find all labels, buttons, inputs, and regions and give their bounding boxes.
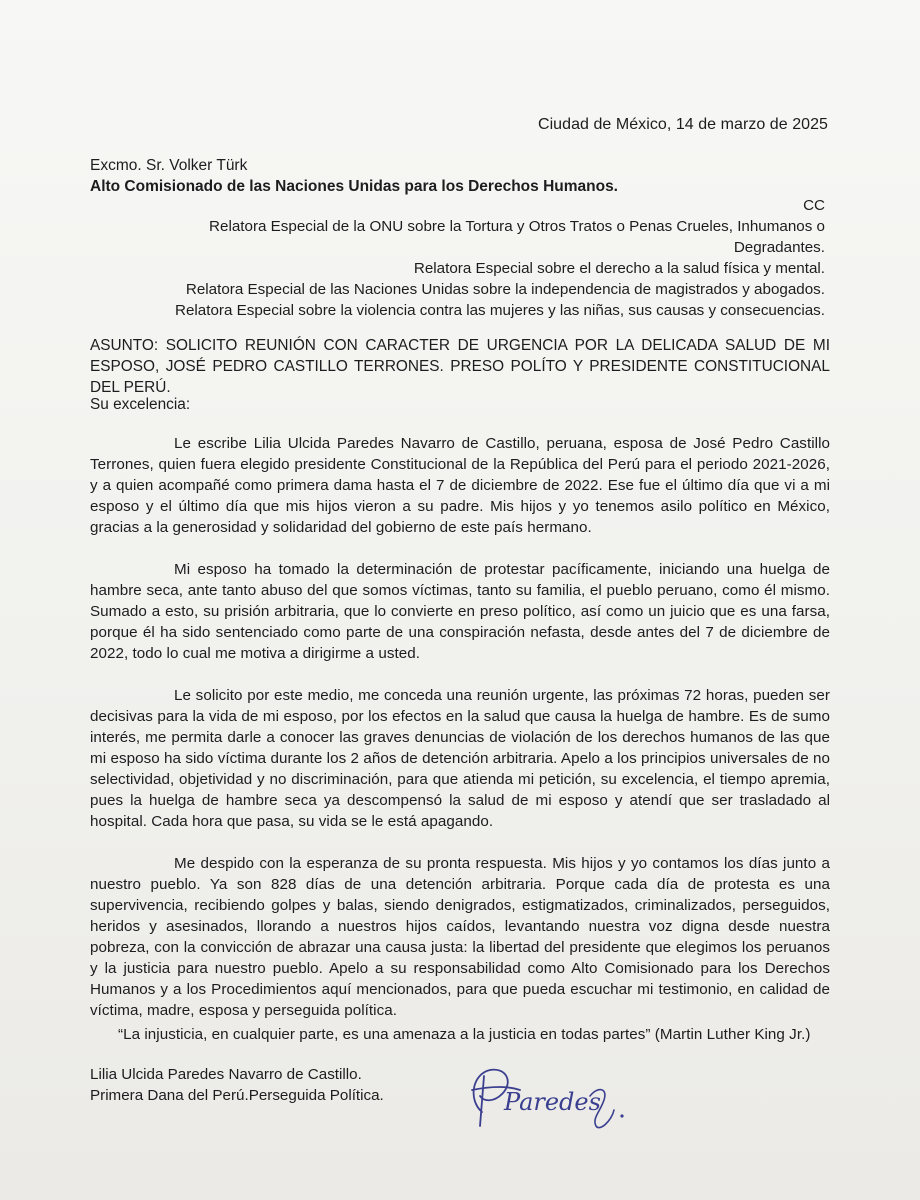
signature-text: Paredes [504,1088,601,1116]
handwritten-signature [462,1060,632,1140]
date-line: Ciudad de México, 14 de marzo de 2025 [537,116,828,133]
cc-label: CC [803,197,825,214]
closing-quote: “La injusticia, en cualquier parte, es una amenaza a la justicia en todas partes” (Martin Luther King Jr.) [118,1026,811,1043]
subject-line: ASUNTO: SOLICITO REUNIÓN CON CARACTER DE URGENCIA POR LA DELICADA SALUD DE MI ESPOSO, JOSÉ PEDRO CASTILLO TERRONES. PRESO POLÍTO Y PRESIDENTE CONSTITUCIONAL DEL PERÚ. [90,337,830,396]
signature-dot [620,1114,623,1117]
cc-item: Relatora Especial sobre la violencia contra las mujeres y las niñas, sus causas y consecuencias. [174,302,825,319]
cc-item: Relatora Especial de las Naciones Unidas sobre la independencia de magistrados y abogados. [185,281,825,298]
cc-block [165,195,825,321]
cc-item: Degradantes. [733,239,825,256]
recipient-block [90,155,850,197]
signer-name: Lilia Ulcida Paredes Navarro de Castillo. [90,1066,362,1083]
recipient-name: Excmo. Sr. Volker Türk [90,157,248,174]
letter-body [90,433,830,1042]
salutation: Su excelencia: [90,396,191,413]
body-paragraph: Le solicito por este medio, me conceda una reunión urgente, las próximas 72 horas, pueden ser decisivas para la vida de mi esposo, por los efectos en la salud que causa la huelga de hambre. Es de sumo interés, me permita darle a conocer las graves denuncias de violación de los derechos humanos de las que mi esposo ha sido víctima durante los 2 años de detención arbitraria. Apelo a los principios universales de no selectividad, objetividad y no discriminación, para que atienda mi petición, su excelencia, el tiempo apremia, pues la huelga de hambre seca ya descompensó la salud de mi esposo y atendí que ser trasladado al hospital. Cada hora que pasa, su vida se le está apagando. [90,687,830,830]
body-paragraph: Mi esposo ha tomado la determinación de protestar pacíficamente, iniciando una huelga de hambre seca, ante tanto abuso del que somos víctimas, tanto su familia, el pueblo peruano, como él mismo. Sumado a esto, su prisión arbitraria, que lo convierte en preso político, así como un juicio que es una farsa, porque él ha sido sentenciado como parte de una conspiración nefasta, desde antes del 7 de diciembre de 2022, todo lo cual me motiva a dirigirme a usted. [90,561,830,662]
body-paragraph: Le escribe Lilia Ulcida Paredes Navarro de Castillo, peruana, esposa de José Pedro Castillo Terrones, quien fuera elegido presidente Constitucional de la República del Perú para el periodo 2021-2026, y a quien acompañé como primera dama hasta el 7 de diciembre de 2022. Ese fue el último día que vi a mi esposo y el último día que mis hijos vieron a su padre. Mis hijos y yo tenemos asilo político en México, gracias a la generosidad y solidaridad del gobierno de este país hermano. [90,435,830,536]
signer-title: Primera Dana del Perú.Perseguida Política. [90,1087,384,1104]
body-paragraph: Me despido con la esperanza de su pronta respuesta. Mis hijos y yo contamos los días junto a nuestro pueblo. Ya son 828 días de una detención arbitraria. Porque cada día de protesta es una supervivencia, recibiendo golpes y balas, siendo denigrados, estigmatizados, criminalizados, perseguidos, heridos y asesinados, llorando a nuestros hijos caídos, levantando nuestra voz digna desde nuestra pobreza, con la convicción de abrazar una causa justa: la libertad del presidente que elegimos los peruanos y la justicia para nuestro pueblo. Apelo a su responsabilidad como Alto Comisionado para los Derechos Humanos y a los Procedimientos aquí mencionados, para que pueda escuchar mi testimonio, en calidad de víctima, madre, esposa y perseguida política. [90,855,830,1019]
signoff-block [90,1064,384,1106]
cc-item: Relatora Especial de la ONU sobre la Tortura y Otros Tratos o Penas Crueles, Inhumanos o [209,218,825,235]
recipient-role: Alto Comisionado de las Naciones Unidas para los Derechos Humanos. [90,178,618,195]
cc-item: Relatora Especial sobre el derecho a la salud física y mental. [413,260,825,277]
